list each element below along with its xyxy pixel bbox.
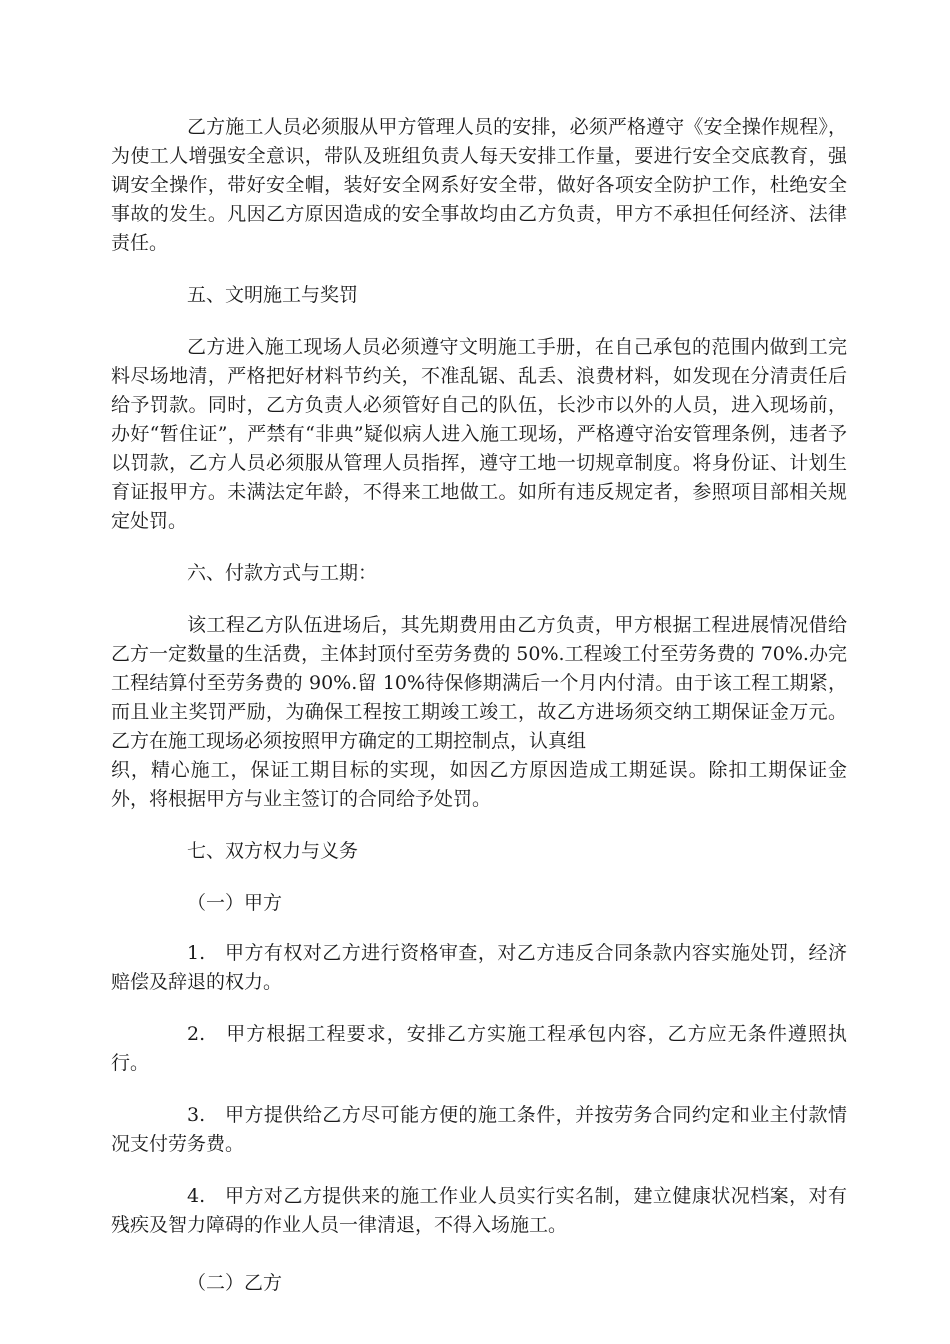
subsection-heading-party-a: （一）甲方	[187, 892, 283, 914]
paragraph-safety: 乙方施工人员必须服从甲方管理人员的安排，必须严格遵守《安全操作规程》，为使工人增强安全意识，带队及班组负责人每天安排工作量，要进行安全交底教育，强调安全操作，带好安全帽，装好安全网系好安全带，做好各项安全防护工作，杜绝安全事故的发生。凡因乙方原因造成的安全事故均由乙方负责，甲方不承担任何经济、法律责任。	[111, 116, 847, 254]
subsection-heading-party-b: （二）乙方	[187, 1272, 283, 1294]
list-item-party-a-1: 1. 甲方有权对乙方进行资格审查，对乙方违反合同条款内容实施处罚，经济赔偿及辞退的权力。	[111, 942, 847, 993]
document-body	[111, 113, 847, 1319]
section-heading-civilized-construction: 五、文明施工与奖罚	[187, 284, 359, 306]
list-item-party-a-4: 4. 甲方对乙方提供来的施工作业人员实行实名制，建立健康状况档案，对有残疾及智力障碍的作业人员一律清退，不得入场施工。	[111, 1185, 847, 1236]
paragraph-payment: 该工程乙方队伍进场后，其先期费用由乙方负责，甲方根据工程进展情况借给乙方一定数量的生活费，主体封顶付至劳务费的 50%.工程竣工付至劳务费的 70%.办完工程结算付至劳务费的 90%.留 10%待保修期满后一个月内付清。由于该工程工期紧，而且业主奖罚严励，为确保工程按工期竣工竣工，故乙方进场须交纳工期保证金万元。乙方在施工现场必须按照甲方确定的工期控制点，认真组	[111, 614, 847, 752]
list-item-party-a-2: 2. 甲方根据工程要求，安排乙方实施工程承包内容，乙方应无条件遵照执行。	[111, 1023, 847, 1074]
paragraph-civilized-construction: 乙方进入施工现场人员必须遵守文明施工手册，在自己承包的范围内做到工完料尽场地清，严格把好材料节约关，不准乱锯、乱丢、浪费材料，如发现在分清责任后给予罚款。同时，乙方负责人必须管好自己的队伍，长沙市以外的人员，进入现场前，办好“暂住证”，严禁有“非典”疑似病人进入施工现场，严格遵守治安管理条例，违者予以罚款，乙方人员必须服从管理人员指挥，遵守工地一切规章制度。将身份证、计划生育证报甲方。未满法定年龄，不得来工地做工。如所有违反规定者，参照项目部相关规定处罚。	[111, 336, 847, 532]
list-item-party-a-3: 3. 甲方提供给乙方尽可能方便的施工条件，并按劳务合同约定和业主付款情况支付劳务费。	[111, 1104, 847, 1155]
section-heading-rights-obligations: 七、双方权力与义务	[187, 840, 359, 862]
paragraph-payment-continued: 织，精心施工，保证工期目标的实现，如因乙方原因造成工期延误。除扣工期保证金外，将根据甲方与业主签订的合同给予处罚。	[111, 759, 847, 810]
section-heading-payment: 六、付款方式与工期：	[187, 562, 378, 584]
